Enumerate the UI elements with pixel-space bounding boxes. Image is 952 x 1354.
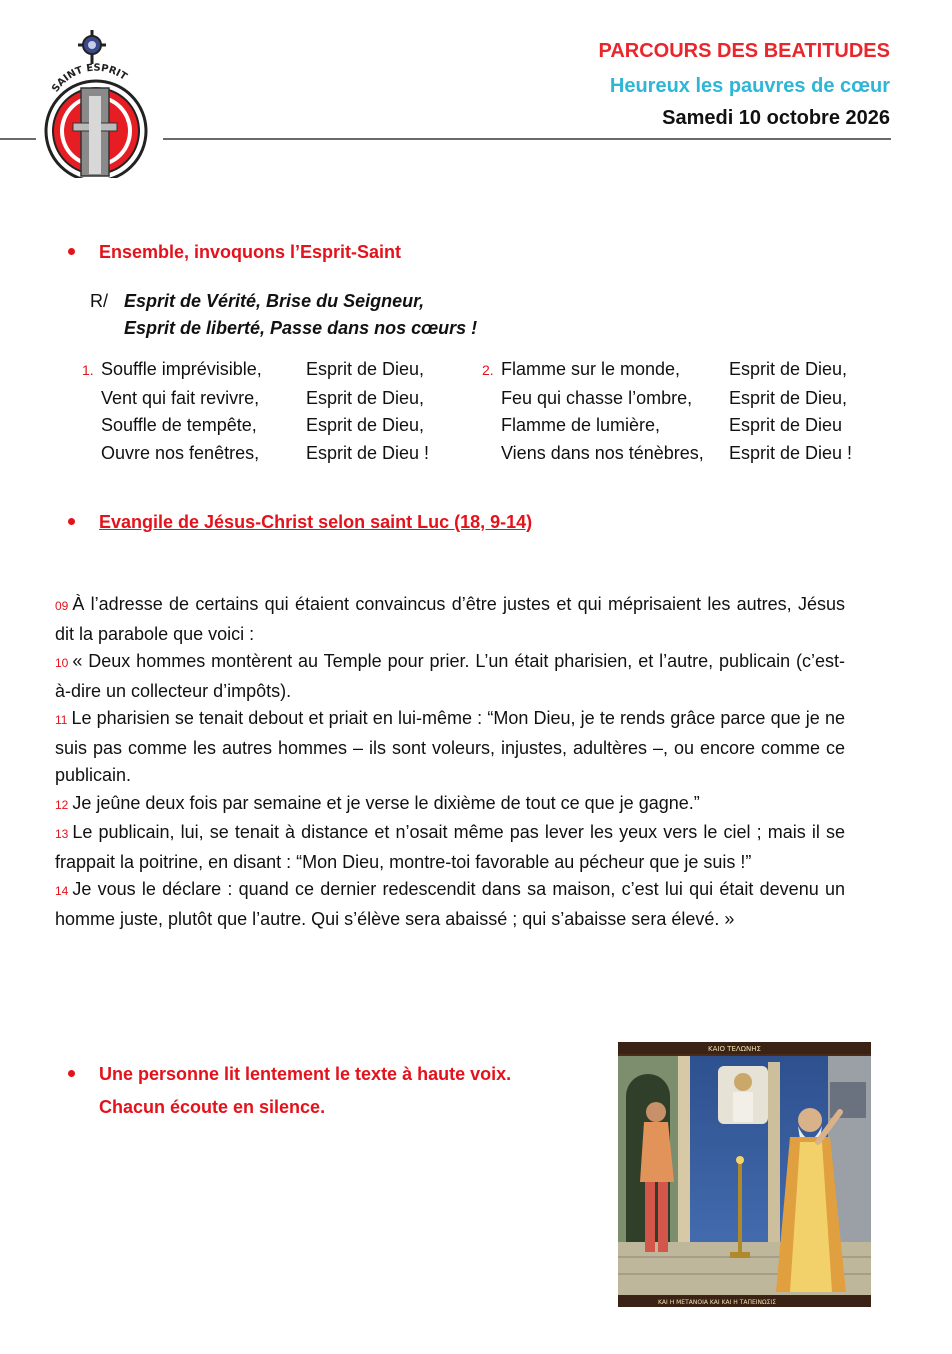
- illustration-caption-bottom: ΚΑΙ Η ΜΕΤΑΝΟΙΑ ΚΑΙ ΚΑΙ Η ΤΑΠΕΙΝΩΣΙΣ: [658, 1299, 776, 1306]
- verse-row: Ouvre nos fenêtres, Esprit de Dieu !: [101, 442, 430, 463]
- gospel-verse: 14 Je vous le déclare : quand ce dernier redescendit dans sa maison, c’est lui qui était devenu un homme juste, plutôt que l’autre. Qui s’élève sera abaissé ; qui s’abaisse sera élevé. »: [55, 879, 845, 929]
- gospel-verse: 11 Le pharisien se tenait debout et priait en lui-même : “Mon Dieu, je te rends grâce parce que je ne suis pas comme les autres hommes – ils sont voleurs, injustes, adultères –, ou encore comme ce publicain.: [55, 708, 845, 785]
- gospel-verse: 09 À l’adresse de certains qui étaient convaincus d’être justes et qui méprisaient les autres, Jésus dit la parabole que voici :: [55, 594, 845, 644]
- instruction-line-1: Une personne lit lentement le texte à haute voix.: [99, 1064, 512, 1084]
- header-divider-left: [0, 138, 36, 140]
- refrain-line-1: Esprit de Vérité, Brise du Seigneur,: [124, 291, 425, 311]
- verse-row: 1. Souffle imprévisible, Esprit de Dieu,: [82, 356, 429, 385]
- verse-number: 2.: [482, 362, 494, 378]
- header-divider-right: [163, 138, 891, 140]
- verse-row: Flamme de lumière, Esprit de Dieu: [501, 415, 843, 435]
- bullet-icon: [68, 1070, 75, 1077]
- instruction-line-2: Chacun écoute en silence.: [99, 1097, 326, 1117]
- svg-text:SAINT ESPRIT: SAINT ESPRIT: [50, 62, 129, 95]
- illustration-caption-top: ΚΑΙΟ ΤΕΛΩΝΗΣ: [708, 1045, 761, 1053]
- verse-row: 2. Flamme sur le monde, Esprit de Dieu,: [482, 356, 852, 385]
- refrain: [90, 288, 477, 342]
- verse-2: [482, 356, 852, 467]
- gospel-verse: 13 Le publicain, lui, se tenait à distance et n’osait même pas lever les yeux vers le ciel ; mais il se frappait la poitrine, en disant : “Mon Dieu, montre-toi favorable au pécheur que je suis !”: [55, 822, 845, 872]
- verse-1: [82, 356, 429, 467]
- verse-number: 1.: [82, 362, 94, 378]
- bullet-icon: [68, 248, 75, 255]
- page-title: PARCOURS DES BEATITUDES: [598, 40, 890, 62]
- page-subtitle: Heureux les pauvres de cœur: [609, 75, 890, 97]
- verse-row: Vent qui fait revivre, Esprit de Dieu,: [101, 387, 425, 408]
- pharisee-publican-icon: [618, 1042, 871, 1307]
- saint-esprit-logo: [40, 28, 155, 178]
- section-gospel-heading: Evangile de Jésus-Christ selon saint Luc (18, 9-14): [68, 512, 532, 533]
- logo-cross-icon: [78, 30, 106, 64]
- gospel-verse: 10 « Deux hommes montèrent au Temple pour prier. L’un était pharisien, et l’autre, publicain (c’est-à-dire un collecteur d’impôts).: [55, 651, 845, 701]
- page-date: Samedi 10 octobre 2026: [662, 107, 890, 129]
- gospel-text: [55, 591, 845, 933]
- section-invocation-heading: Ensemble, invoquons l’Esprit-Saint: [68, 242, 401, 263]
- bullet-icon: [68, 518, 75, 525]
- verse-row: Feu qui chasse l’ombre, Esprit de Dieu,: [501, 387, 848, 408]
- verse-row: Viens dans nos ténèbres, Esprit de Dieu !: [501, 442, 853, 463]
- refrain-label: R/: [90, 291, 108, 311]
- gospel-verse: 12 Je jeûne deux fois par semaine et je verse le dixième de tout ce que je gagne.”: [55, 792, 700, 813]
- verse-row: Souffle de tempête, Esprit de Dieu,: [101, 415, 425, 435]
- section-instruction: [68, 1058, 511, 1124]
- refrain-line-2: Esprit de liberté, Passe dans nos cœurs !: [124, 318, 478, 338]
